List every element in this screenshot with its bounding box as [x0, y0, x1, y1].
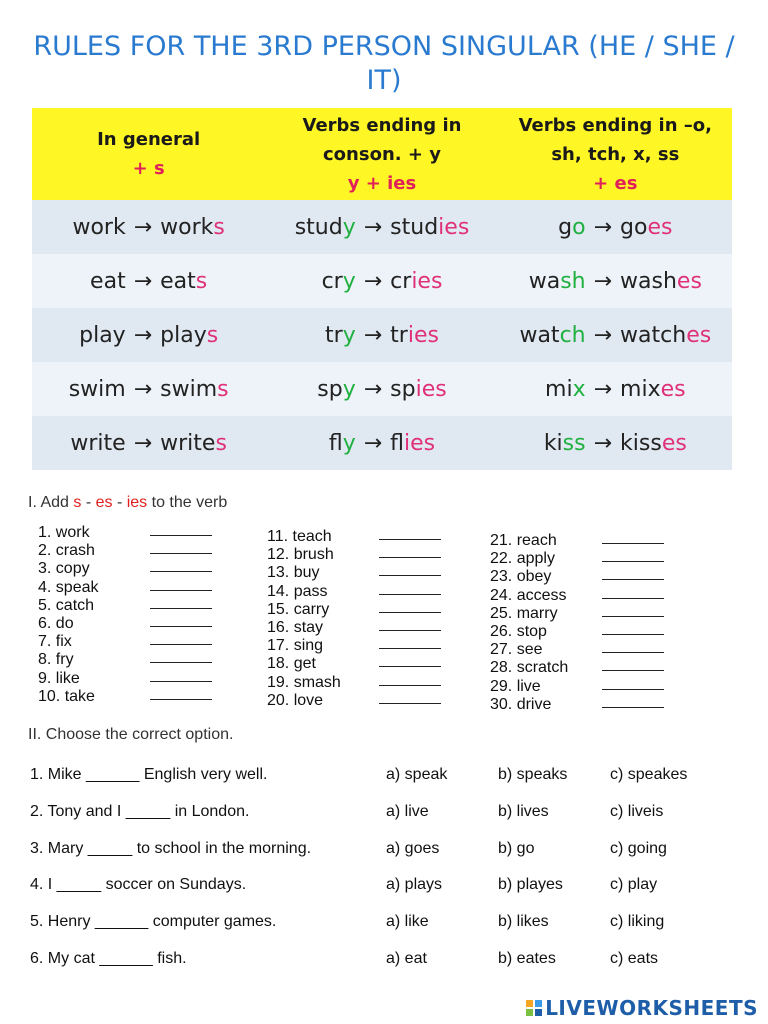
- answer-blank[interactable]: [379, 648, 441, 649]
- answer-blank[interactable]: [602, 579, 664, 580]
- option-b[interactable]: b) playes: [498, 876, 563, 894]
- option-a[interactable]: a) speak: [386, 766, 448, 783]
- verb-ending: ss: [562, 430, 586, 456]
- arrow-icon: →: [363, 268, 383, 294]
- arrow-icon: →: [593, 214, 613, 240]
- verb-ending: y: [342, 268, 356, 294]
- verb-stem: mix: [620, 376, 661, 402]
- verb-ending: y: [342, 376, 356, 402]
- verb-stem: fl: [328, 430, 343, 456]
- verb-ending: x: [572, 376, 586, 402]
- exercise-verb: 2. crash: [38, 542, 95, 560]
- verb-suffix: s: [195, 268, 208, 294]
- instruction-text: to the verb: [147, 494, 228, 511]
- exercise-item: [490, 532, 668, 550]
- exercise-verb: 15. carry: [267, 600, 330, 618]
- verb-suffix: s: [215, 430, 227, 456]
- question-row: [30, 876, 730, 900]
- liveworksheets-logo: [526, 996, 758, 1020]
- rule-example: [32, 362, 265, 416]
- option-b[interactable]: b) speaks: [498, 766, 568, 783]
- arrow-icon: →: [593, 376, 613, 402]
- exercise-column: [490, 532, 668, 714]
- question-text: 4. I _____ soccer on Sundays.: [30, 876, 247, 894]
- verb-suffix: s: [206, 322, 219, 348]
- answer-blank[interactable]: [379, 539, 441, 540]
- exercise-item: [38, 524, 216, 542]
- exercise-verb: 6. do: [38, 614, 74, 632]
- option-a[interactable]: a) goes: [386, 839, 440, 857]
- suffix-es: es: [95, 494, 113, 511]
- answer-blank[interactable]: [602, 561, 664, 562]
- verb-stem: mi: [545, 376, 573, 402]
- arrow-icon: →: [363, 430, 383, 456]
- arrow-icon: →: [363, 322, 383, 348]
- verb-stem: wat: [519, 322, 560, 348]
- answer-blank[interactable]: [150, 626, 212, 627]
- exercise-verb: 14. pass: [267, 582, 328, 600]
- exercise-item: [267, 601, 445, 619]
- answer-blank[interactable]: [379, 685, 441, 686]
- exercise-verb: 17. sing: [267, 637, 324, 655]
- verb-stem: kiss: [620, 430, 662, 456]
- question-text: 3. Mary _____ to school in the morning.: [30, 839, 312, 857]
- answer-blank[interactable]: [602, 652, 664, 653]
- verb-suffix: es: [660, 376, 686, 402]
- verb-suffix: es: [647, 214, 673, 240]
- option-a[interactable]: a) eat: [386, 950, 427, 967]
- question-text: 1. Mike ______ English very well.: [30, 766, 268, 783]
- header-label: Verbs ending in –o,: [518, 114, 713, 136]
- option-b[interactable]: b) eates: [498, 950, 556, 967]
- answer-blank[interactable]: [150, 699, 212, 700]
- answer-blank[interactable]: [150, 571, 212, 572]
- verb-suffix: ies: [438, 214, 470, 240]
- separator: -: [112, 494, 127, 511]
- rule-example: [32, 254, 265, 308]
- arrow-icon: →: [133, 430, 153, 456]
- question-row: [30, 840, 730, 864]
- answer-blank[interactable]: [379, 612, 441, 613]
- exercise-item: [38, 579, 216, 597]
- exercise-item: [267, 619, 445, 637]
- rule-example: [499, 308, 732, 362]
- exercise-item: [490, 641, 668, 659]
- verb-ending: o: [572, 214, 586, 240]
- exercise-item: [267, 528, 445, 546]
- verb-suffix: ies: [411, 268, 443, 294]
- header-label: Verbs ending in: [302, 114, 462, 136]
- exercise-item: [38, 670, 216, 688]
- option-b[interactable]: b) likes: [498, 913, 549, 931]
- option-a[interactable]: a) like: [386, 913, 429, 931]
- verb-stem: write: [160, 430, 216, 456]
- arrow-icon: →: [593, 322, 613, 348]
- answer-blank[interactable]: [602, 598, 664, 599]
- verb-stem: eat: [160, 268, 196, 294]
- answer-blank[interactable]: [379, 594, 441, 595]
- rule-example: [265, 254, 498, 308]
- verb-ending: sh: [560, 268, 586, 294]
- verb-stem: sp: [317, 376, 343, 402]
- verb-suffix: es: [661, 430, 687, 456]
- answer-blank[interactable]: [379, 703, 441, 704]
- exercise-verb: 10. take: [38, 687, 95, 705]
- option-c[interactable]: c) going: [610, 839, 667, 857]
- verb-stem: work: [72, 214, 126, 240]
- rule-example: [499, 362, 732, 416]
- verb-stem: g: [558, 214, 573, 240]
- rules-table: [32, 108, 732, 470]
- answer-blank[interactable]: [379, 575, 441, 576]
- verb-suffix: ies: [415, 376, 447, 402]
- exercise-item: [38, 560, 216, 578]
- verb-stem: cr: [390, 268, 412, 294]
- rules-table-body: [32, 200, 732, 470]
- exercise-item: [38, 651, 216, 669]
- answer-blank[interactable]: [150, 662, 212, 663]
- rule-example: [32, 308, 265, 362]
- rule-example: [499, 200, 732, 254]
- answer-blank[interactable]: [602, 543, 664, 544]
- verb-ending: y: [342, 214, 356, 240]
- header-rule: + es: [593, 172, 638, 194]
- page-title: RULES FOR THE 3RD PERSON SINGULAR (HE / SHE / IT): [33, 31, 735, 96]
- exercise-verb: 13. buy: [267, 564, 320, 582]
- arrow-icon: →: [593, 268, 613, 294]
- answer-blank[interactable]: [602, 689, 664, 690]
- verb-stem: go: [620, 214, 648, 240]
- verb-stem: swim: [68, 376, 126, 402]
- option-c[interactable]: c) speakes: [610, 766, 688, 783]
- option-c[interactable]: c) play: [610, 876, 658, 894]
- exercise-verb: 7. fix: [38, 633, 72, 651]
- exercise-item: [38, 597, 216, 615]
- exercise-verb: 25. marry: [490, 604, 558, 622]
- verb-stem: play: [79, 322, 126, 348]
- answer-blank[interactable]: [150, 608, 212, 609]
- rules-row: [32, 308, 732, 362]
- suffix-ies: ies: [126, 494, 148, 511]
- verb-stem: stud: [390, 214, 439, 240]
- exercise-item: [267, 674, 445, 692]
- header-label: In general: [97, 129, 201, 150]
- rule-example: [32, 416, 265, 470]
- exercise-verb: 20. love: [267, 691, 324, 709]
- answer-blank[interactable]: [150, 681, 212, 682]
- verb-ending: y: [342, 430, 356, 456]
- section1-instruction: [28, 494, 227, 512]
- arrow-icon: →: [363, 376, 383, 402]
- verb-suffix: es: [676, 268, 702, 294]
- rules-row: [32, 362, 732, 416]
- arrow-icon: →: [133, 376, 153, 402]
- question-row: [30, 766, 730, 790]
- exercise-verb: 24. access: [490, 586, 567, 604]
- verb-stem: eat: [90, 268, 126, 294]
- exercise-item: [267, 637, 445, 655]
- answer-blank[interactable]: [150, 535, 212, 536]
- answer-blank[interactable]: [150, 553, 212, 554]
- question-row: [30, 803, 730, 827]
- rules-table-header: [32, 108, 732, 200]
- header-in-general: [32, 108, 265, 200]
- exercise-verb: 18. get: [267, 655, 316, 673]
- exercise-verb: 5. catch: [38, 596, 95, 614]
- option-a[interactable]: a) live: [386, 802, 429, 820]
- exercise-verb: 22. apply: [490, 550, 555, 568]
- exercise-item: [490, 587, 668, 605]
- question-text: 6. My cat ______ fish.: [30, 950, 187, 967]
- verb-suffix: es: [686, 322, 712, 348]
- arrow-icon: →: [363, 214, 383, 240]
- option-b[interactable]: b) lives: [498, 802, 549, 820]
- arrow-icon: →: [133, 322, 153, 348]
- header-label: conson. + y: [323, 143, 441, 165]
- exercise-verb: 3. copy: [38, 560, 90, 578]
- exercise-item: [38, 615, 216, 633]
- question-row: [30, 950, 730, 974]
- exercise-item: [38, 688, 216, 706]
- exercise-verb: 9. like: [38, 669, 80, 687]
- verb-stem: play: [160, 322, 207, 348]
- exercise-verb: 12. brush: [267, 546, 334, 564]
- answer-blank[interactable]: [150, 590, 212, 591]
- question-row: [30, 913, 730, 937]
- rule-example: [265, 200, 498, 254]
- verb-stem: cr: [321, 268, 343, 294]
- verb-ending: y: [342, 322, 356, 348]
- rules-row: [32, 416, 732, 470]
- suffix-s: s: [73, 494, 82, 511]
- verb-suffix: s: [217, 376, 229, 402]
- verb-stem: stud: [294, 214, 343, 240]
- option-c[interactable]: c) liking: [610, 913, 665, 931]
- exercise-item: [490, 550, 668, 568]
- section2-instruction: II. Choose the correct option.: [28, 726, 234, 743]
- exercise-verb: 21. reach: [490, 532, 557, 549]
- answer-blank[interactable]: [379, 557, 441, 558]
- verb-stem: swim: [160, 376, 218, 402]
- answer-blank[interactable]: [150, 644, 212, 645]
- verb-stem: watch: [620, 322, 687, 348]
- logo-text: LIVEWORKSHEETS: [545, 996, 758, 1020]
- exercise-verb: 29. live: [490, 677, 541, 695]
- header-rule: y + ies: [347, 172, 417, 194]
- verb-stem: tr: [325, 322, 343, 348]
- rules-row: [32, 200, 732, 254]
- exercise-item: [38, 633, 216, 651]
- exercise-verb: 19. smash: [267, 673, 341, 691]
- exercise-item: [267, 692, 445, 710]
- verb-stem: fl: [390, 430, 405, 456]
- header-label: sh, tch, x, ss: [551, 143, 680, 165]
- answer-blank[interactable]: [602, 670, 664, 671]
- verb-suffix: s: [213, 214, 225, 240]
- exercise-item: [38, 542, 216, 560]
- arrow-icon: →: [133, 268, 153, 294]
- verb-stem: write: [70, 430, 126, 456]
- verb-ending: ch: [559, 322, 586, 348]
- logo-icon: [526, 1000, 542, 1016]
- header-o-sh-tch-x-ss: [499, 108, 732, 200]
- question-text: 2. Tony and I _____ in London.: [30, 802, 250, 820]
- exercise-item: [267, 583, 445, 601]
- exercise-item: [490, 605, 668, 623]
- option-b[interactable]: b) go: [498, 839, 535, 857]
- exercise-verb: 27. see: [490, 641, 543, 659]
- arrow-icon: →: [133, 214, 153, 240]
- exercise-item: [267, 546, 445, 564]
- question-text: 5. Henry ______ computer games.: [30, 913, 277, 931]
- rule-example: [265, 416, 498, 470]
- exercise-verb: 28. scratch: [490, 659, 569, 677]
- exercise-item: [490, 568, 668, 586]
- option-c[interactable]: c) eats: [610, 950, 659, 967]
- exercise-verb: 16. stay: [267, 618, 324, 636]
- rule-example: [499, 416, 732, 470]
- rule-example: [265, 362, 498, 416]
- exercise-verb: 11. teach: [267, 528, 332, 545]
- verb-suffix: ies: [407, 322, 439, 348]
- exercise-verb: 26. stop: [490, 622, 547, 640]
- exercise-column: [38, 524, 216, 706]
- exercise-column: [267, 528, 445, 710]
- verb-stem: tr: [390, 322, 408, 348]
- answer-blank[interactable]: [602, 616, 664, 617]
- rule-example: [499, 254, 732, 308]
- verb-stem: ki: [543, 430, 563, 456]
- separator: -: [81, 494, 96, 511]
- rules-row: [32, 254, 732, 308]
- answer-blank[interactable]: [602, 707, 664, 708]
- exercise-verb: 4. speak: [38, 578, 99, 596]
- exercise-item: [490, 659, 668, 677]
- exercise-item: [490, 696, 668, 714]
- header-rule: + s: [132, 158, 165, 179]
- exercise-verb: 23. obey: [490, 568, 552, 586]
- exercise-item: [490, 623, 668, 641]
- answer-blank[interactable]: [379, 666, 441, 667]
- option-a[interactable]: a) plays: [386, 876, 443, 894]
- rule-example: [265, 308, 498, 362]
- header-consonant-y: [265, 108, 498, 200]
- answer-blank[interactable]: [602, 634, 664, 635]
- arrow-icon: →: [593, 430, 613, 456]
- exercise-verb: 1. work: [38, 524, 90, 541]
- option-c[interactable]: c) liveis: [610, 802, 664, 820]
- instruction-text: I. Add: [28, 494, 74, 511]
- verb-stem: sp: [390, 376, 416, 402]
- verb-suffix: ies: [404, 430, 436, 456]
- exercise-item: [267, 564, 445, 582]
- exercise-item: [490, 678, 668, 696]
- exercise-verb: 30. drive: [490, 695, 552, 713]
- verb-stem: work: [160, 214, 214, 240]
- exercise-verb: 8. fry: [38, 651, 74, 669]
- rule-example: [32, 200, 265, 254]
- exercise-item: [267, 655, 445, 673]
- verb-stem: wa: [528, 268, 561, 294]
- verb-stem: wash: [620, 268, 677, 294]
- answer-blank[interactable]: [379, 630, 441, 631]
